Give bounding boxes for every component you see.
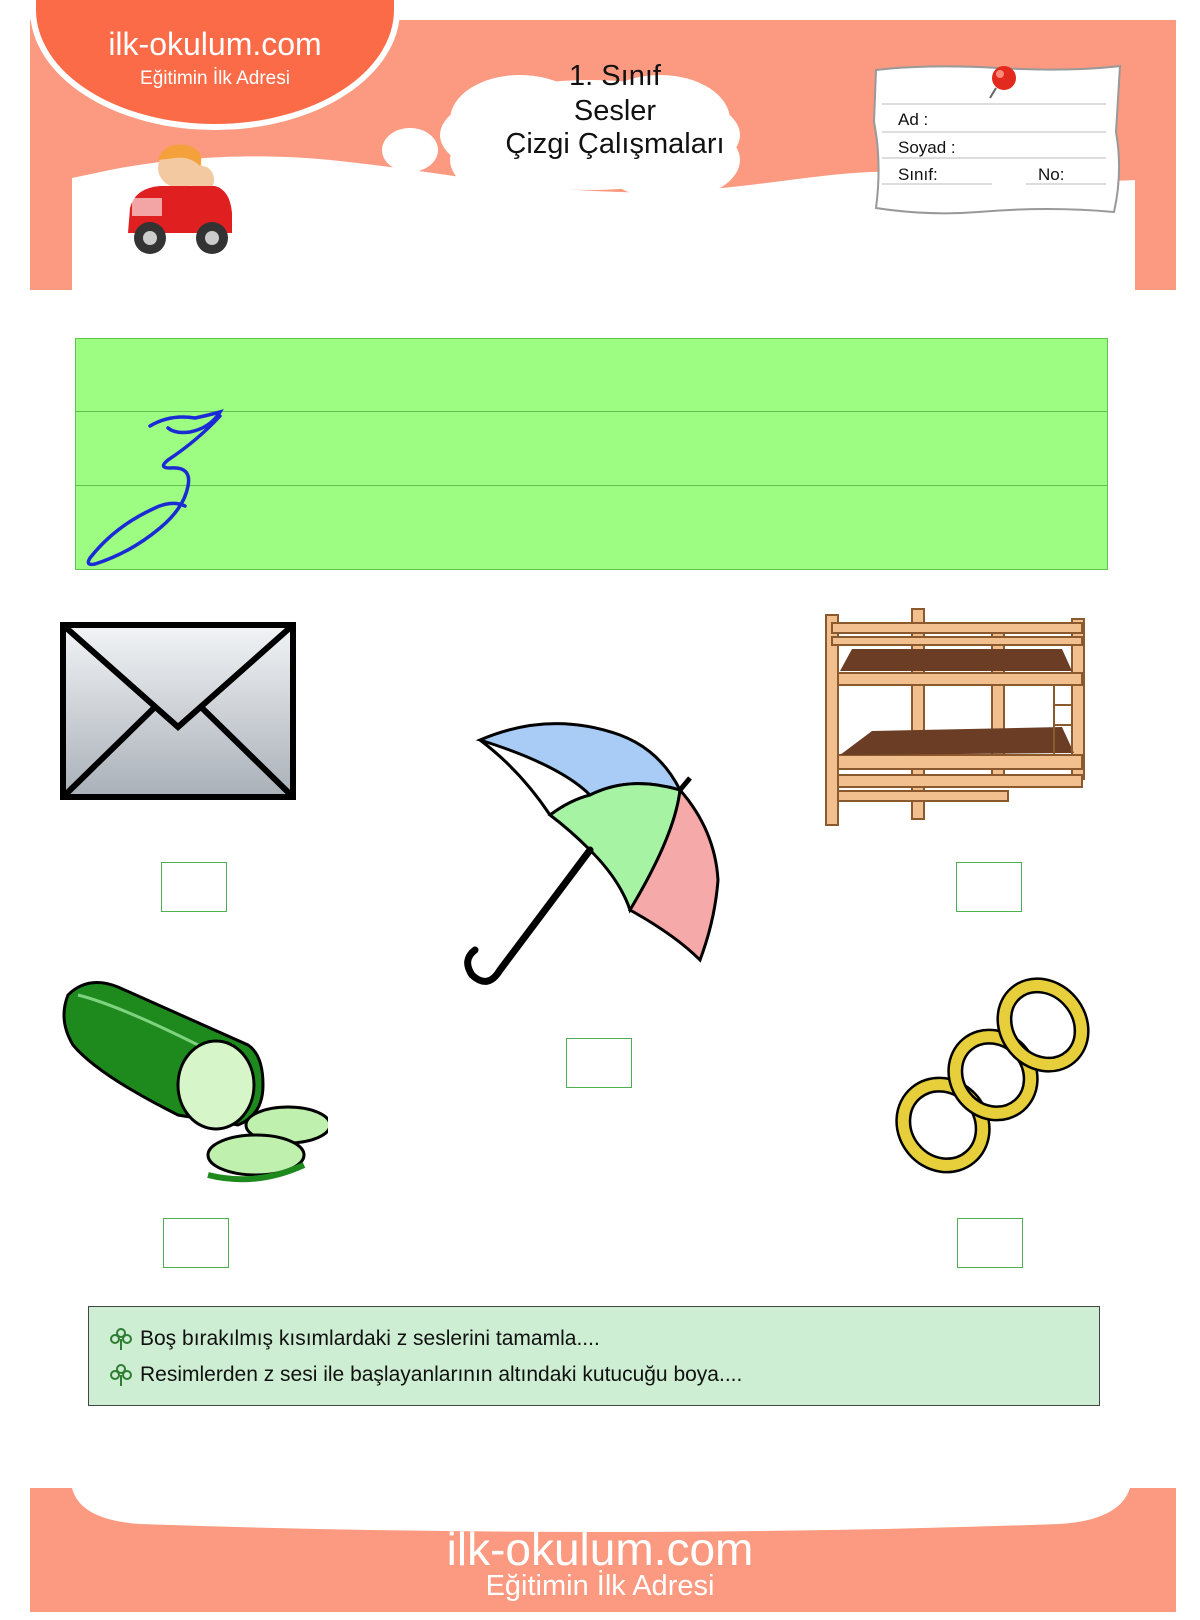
chain-icon: [888, 970, 1098, 1180]
clover-bullet-icon: [108, 1362, 134, 1388]
worksheet-title: Çizgi Çalışmaları: [505, 128, 725, 160]
answer-box-bunk-bed[interactable]: [956, 862, 1022, 912]
instruction-text-1: Boş bırakılmış kısımlardaki z seslerini tamamla....: [140, 1327, 600, 1350]
number-label: No:: [1038, 165, 1065, 184]
surname-label: Soyad :: [898, 138, 956, 157]
instruction-text-2: Resimlerden z sesi ile başlayanlarının altındaki kutucuğu boya....: [140, 1363, 743, 1386]
instructions-box: [88, 1306, 1100, 1406]
answer-box-cucumber[interactable]: [163, 1218, 229, 1268]
class-label: Sınıf:: [898, 165, 938, 184]
cucumber-icon: [58, 975, 328, 1185]
model-letter-z-cursive: [80, 408, 240, 568]
envelope-icon: [60, 622, 296, 800]
umbrella-icon: [460, 720, 730, 995]
worksheet-subject: Sesler: [573, 95, 657, 127]
clover-bullet-icon: [108, 1326, 134, 1352]
name-label: Ad :: [898, 110, 929, 129]
instruction-item: [108, 1362, 742, 1388]
car-kids-icon: [120, 138, 240, 263]
brand-name: ilk-okulum.com: [108, 26, 322, 62]
worksheet-grade: 1. Sınıf: [569, 60, 661, 92]
push-pin-icon: [982, 62, 1022, 102]
answer-box-umbrella[interactable]: [566, 1038, 632, 1088]
answer-box-chain[interactable]: [957, 1218, 1023, 1268]
instruction-item: [108, 1326, 600, 1352]
footer-brand-name: ilk-okulum.com: [446, 1523, 754, 1575]
bunk-bed-icon: [822, 605, 1094, 835]
answer-box-envelope[interactable]: [161, 862, 227, 912]
brand-tagline: Eğitimin İlk Adresi: [140, 68, 290, 89]
footer-brand-tagline: Eğitimin İlk Adresi: [485, 1570, 715, 1602]
